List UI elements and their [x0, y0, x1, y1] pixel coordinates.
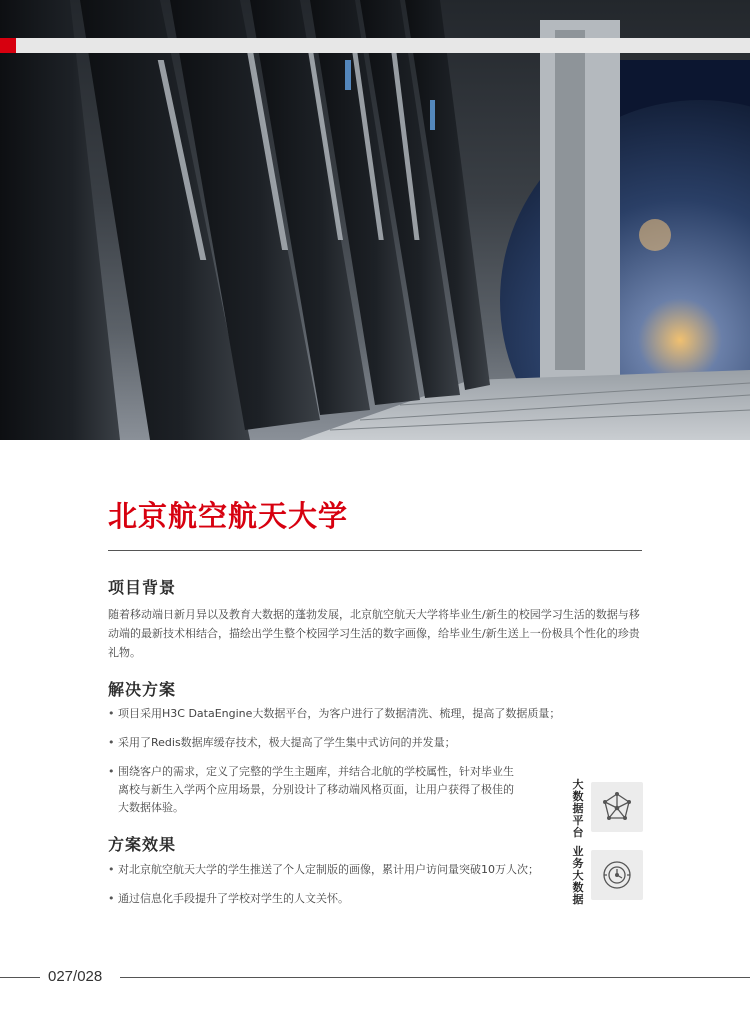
radar-chart-icon [601, 859, 633, 891]
section-heading-background: 项目背景 [108, 578, 177, 597]
effect-bullet: • 对北京航空航天大学的学生推送了个人定制版的画像，累计用户访问量突破10万人次； [108, 861, 568, 879]
tag-label-business-data: 业务大数据 [572, 845, 584, 906]
background-paragraph: 随着移动端日新月异以及教育大数据的蓬勃发展，北京航空航天大学将毕业生/新生的校园学习生活的数据与移动端的最新技术相结合，描绘出学生整个校园学习生活的数字画像，给毕业生/新生送上一份极具个性化的珍贵礼物。 [108, 608, 640, 659]
tag-label-data-platform: 大数据平台 [572, 778, 584, 839]
title-divider [108, 550, 642, 551]
section-heading-effect: 方案效果 [108, 835, 177, 854]
hero-image [0, 0, 750, 440]
solution-bullet: • 围绕客户的需求，定义了完整的学生主题库，并结合北航的学校属性，针对毕业生离校与新生入学两个应用场景，分别设计了移动端风格页面，让用户获得了极佳的大数据体验。 [108, 763, 522, 817]
tag-icon-box [591, 782, 643, 832]
effect-bullet: • 通过信息化手段提升了学校对学生的人文关怀。 [108, 890, 568, 908]
network-node-icon [601, 791, 633, 823]
hero-band [0, 38, 750, 53]
accent-marker [0, 38, 16, 53]
solution-bullet: • 采用了Redis数据库缓存技术，极大提高了学生集中式访问的并发量； [108, 734, 618, 752]
footer-rule-right [120, 977, 750, 978]
solution-bullet: • 项目采用H3C DataEngine大数据平台，为客户进行了数据清洗、梳理，提高了数据质量； [108, 705, 618, 723]
tag-icon-box [591, 850, 643, 900]
section-heading-solution: 解决方案 [108, 680, 177, 699]
page-number: 027/028 [48, 968, 103, 985]
page-title: 北京航空航天大学 [108, 499, 349, 533]
server-room-illustration [0, 0, 750, 440]
footer-rule-left [0, 977, 40, 978]
